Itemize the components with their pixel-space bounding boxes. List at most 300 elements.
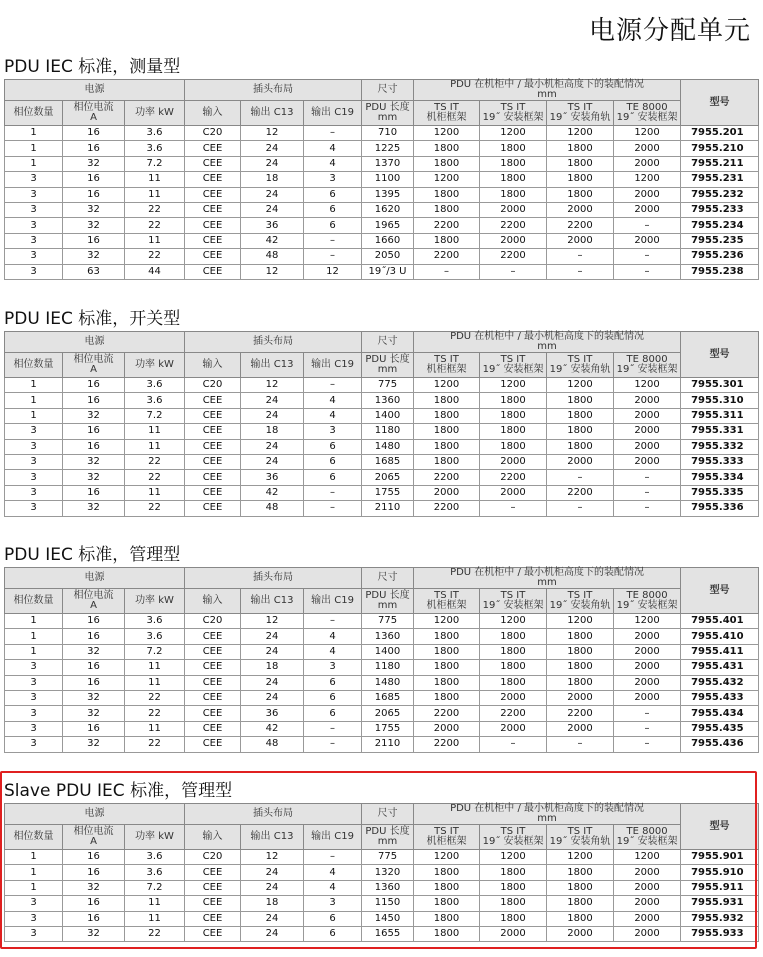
cell-te8000-19-frame: 2000: [614, 408, 681, 423]
header-ts1-name: TS IT: [434, 102, 459, 113]
cell-phase-current: 32: [63, 470, 125, 485]
cell-power-kw: 44: [125, 264, 185, 279]
cell-ts-it-19-rail: 2000: [547, 721, 614, 736]
cell-output-c13: 48: [241, 737, 304, 752]
cell-power-kw: 11: [125, 172, 185, 187]
header-length-unit: mm: [377, 364, 398, 375]
cell-ts-it-19-frame: 1200: [480, 850, 547, 865]
cell-ts-it-19-rail: 2200: [547, 485, 614, 500]
cell-phase-count: 1: [5, 393, 63, 408]
cell-te8000-19-frame: 2000: [614, 439, 681, 454]
table-row: [5, 629, 759, 644]
cell-phase-current: 16: [63, 629, 125, 644]
cell-ts-it-19-rail: 1800: [547, 880, 614, 895]
cell-phase-count: 1: [5, 614, 63, 629]
section-managed: [4, 545, 758, 753]
table-row: [5, 675, 759, 690]
cell-ts-it-frame: 1800: [414, 675, 480, 690]
cell-te8000-19-frame: 2000: [614, 233, 681, 248]
cell-ts-it-19-rail: 1200: [547, 614, 614, 629]
cell-power-kw: 7.2: [125, 156, 185, 171]
table-row: [5, 614, 759, 629]
cell-output-c19: –: [304, 378, 362, 393]
cell-te8000-19-frame: 2000: [614, 896, 681, 911]
cell-power-kw: 11: [125, 485, 185, 500]
cell-ts-it-19-frame: 1800: [480, 172, 547, 187]
cell-output-c13: 24: [241, 454, 304, 469]
cell-output-c13: 36: [241, 218, 304, 233]
cell-model-number: 7955.238: [681, 264, 759, 279]
cell-phase-current: 16: [63, 378, 125, 393]
header-ts1-desc: 机柜框架: [426, 112, 467, 123]
cell-te8000-19-frame: 2000: [614, 660, 681, 675]
cell-phase-current: 16: [63, 660, 125, 675]
cell-te8000-19-frame: 2000: [614, 393, 681, 408]
header-ts3-name: TS IT: [567, 102, 593, 113]
cell-output-c19: 4: [304, 393, 362, 408]
cell-output-c19: 4: [304, 141, 362, 156]
cell-phase-count: 1: [5, 865, 63, 880]
cell-ts-it-19-rail: 1800: [547, 393, 614, 408]
cell-input: CEE: [185, 218, 241, 233]
cell-pdu-length: 1180: [362, 424, 414, 439]
cell-output-c13: 18: [241, 172, 304, 187]
cell-ts-it-19-frame: 1800: [480, 393, 547, 408]
cell-pdu-length: 1965: [362, 218, 414, 233]
cell-pdu-length: 1755: [362, 485, 414, 500]
cell-te8000-19-frame: –: [614, 264, 681, 279]
header-ts-it-19-frame: [480, 589, 547, 614]
cell-ts-it-frame: 1800: [414, 408, 480, 423]
cell-output-c13: 24: [241, 675, 304, 690]
cell-pdu-length: 1755: [362, 721, 414, 736]
cell-phase-current: 16: [63, 485, 125, 500]
spec-table: [4, 79, 759, 280]
cell-power-kw: 7.2: [125, 880, 185, 895]
header-ts-it-19-rail: [547, 101, 614, 126]
header-fit-line1: PDU 在机柜中 / 最小机柜高度下的装配情况: [450, 331, 645, 342]
cell-input: CEE: [185, 660, 241, 675]
cell-output-c19: 3: [304, 172, 362, 187]
header-size: 尺寸: [362, 568, 414, 589]
cell-phase-current: 32: [63, 202, 125, 217]
cell-ts-it-frame: 1800: [414, 926, 480, 941]
header-length-label: PDU 长度: [365, 102, 410, 113]
cell-input: CEE: [185, 393, 241, 408]
cell-ts-it-frame: 1800: [414, 439, 480, 454]
cell-output-c13: 24: [241, 690, 304, 705]
header-out-c19: 输出 C19: [304, 353, 362, 378]
cell-model-number: 7955.235: [681, 233, 759, 248]
cell-ts-it-frame: 1800: [414, 424, 480, 439]
cell-power-kw: 22: [125, 454, 185, 469]
header-ts2-desc: 19˝ 安装框架: [482, 836, 544, 847]
cell-ts-it-19-frame: 2200: [480, 706, 547, 721]
cell-power-kw: 11: [125, 439, 185, 454]
cell-pdu-length: 1660: [362, 233, 414, 248]
cell-model-number: 7955.436: [681, 737, 759, 752]
cell-te8000-19-frame: 2000: [614, 880, 681, 895]
cell-model-number: 7955.911: [681, 880, 759, 895]
cell-output-c19: 4: [304, 408, 362, 423]
header-te8000: [614, 353, 681, 378]
cell-output-c13: 24: [241, 187, 304, 202]
cell-phase-current: 16: [63, 424, 125, 439]
cell-ts-it-19-frame: 1800: [480, 439, 547, 454]
cell-pdu-length: 1400: [362, 644, 414, 659]
header-current-unit: A: [90, 836, 97, 847]
cell-ts-it-19-rail: 1800: [547, 644, 614, 659]
cell-power-kw: 11: [125, 660, 185, 675]
header-length-unit: mm: [377, 836, 398, 847]
cell-power-kw: 11: [125, 424, 185, 439]
cell-te8000-19-frame: –: [614, 470, 681, 485]
header-current-unit: A: [90, 112, 97, 123]
cell-te8000-19-frame: 2000: [614, 675, 681, 690]
header-te-name: TE 8000: [626, 826, 668, 837]
cell-phase-current: 16: [63, 850, 125, 865]
cell-pdu-length: 2110: [362, 737, 414, 752]
cell-pdu-length: 2065: [362, 470, 414, 485]
cell-model-number: 7955.232: [681, 187, 759, 202]
header-input: 输入: [185, 825, 241, 850]
header-ts3-desc: 19˝ 安装角轨: [549, 364, 611, 375]
cell-phase-count: 3: [5, 218, 63, 233]
header-current: [63, 825, 125, 850]
cell-ts-it-frame: 1800: [414, 187, 480, 202]
header-ts1-desc: 机柜框架: [426, 364, 467, 375]
cell-ts-it-19-frame: 1800: [480, 896, 547, 911]
cell-output-c19: –: [304, 501, 362, 516]
cell-output-c19: 3: [304, 896, 362, 911]
table-row: [5, 202, 759, 217]
cell-ts-it-frame: 1800: [414, 660, 480, 675]
cell-input: C20: [185, 126, 241, 141]
table-row: [5, 865, 759, 880]
cell-phase-count: 3: [5, 233, 63, 248]
cell-te8000-19-frame: 2000: [614, 865, 681, 880]
header-out-c19: 输出 C19: [304, 589, 362, 614]
cell-ts-it-frame: –: [414, 264, 480, 279]
table-row: [5, 644, 759, 659]
cell-ts-it-19-rail: 1800: [547, 156, 614, 171]
cell-model-number: 7955.311: [681, 408, 759, 423]
cell-output-c13: 18: [241, 424, 304, 439]
cell-ts-it-19-frame: 2000: [480, 926, 547, 941]
cell-phase-current: 32: [63, 644, 125, 659]
header-current-unit: A: [90, 600, 97, 611]
cell-phase-count: 1: [5, 629, 63, 644]
cell-pdu-length: 1225: [362, 141, 414, 156]
header-out-c13: 输出 C13: [241, 353, 304, 378]
cell-te8000-19-frame: 1200: [614, 126, 681, 141]
cell-ts-it-frame: 2200: [414, 470, 480, 485]
header-ts3-desc: 19˝ 安装角轨: [549, 836, 611, 847]
cell-ts-it-19-frame: 1800: [480, 629, 547, 644]
cell-output-c19: –: [304, 249, 362, 264]
cell-output-c19: –: [304, 126, 362, 141]
cell-output-c13: 24: [241, 202, 304, 217]
cell-ts-it-19-rail: 2000: [547, 454, 614, 469]
cell-phase-current: 16: [63, 614, 125, 629]
cell-power-kw: 22: [125, 706, 185, 721]
header-ts2-name: TS IT: [500, 826, 526, 837]
header-size: 尺寸: [362, 80, 414, 101]
cell-output-c19: –: [304, 485, 362, 500]
cell-output-c13: 24: [241, 926, 304, 941]
cell-ts-it-frame: 1800: [414, 156, 480, 171]
cell-phase-current: 32: [63, 156, 125, 171]
cell-ts-it-19-frame: 2000: [480, 454, 547, 469]
cell-model-number: 7955.310: [681, 393, 759, 408]
cell-pdu-length: 1360: [362, 629, 414, 644]
cell-model-number: 7955.301: [681, 378, 759, 393]
cell-power-kw: 3.6: [125, 629, 185, 644]
cell-ts-it-19-frame: 1800: [480, 911, 547, 926]
header-ts3-name: TS IT: [567, 590, 593, 601]
cell-phase-current: 32: [63, 218, 125, 233]
table-row: [5, 706, 759, 721]
header-model: 型号: [681, 332, 759, 378]
header-fit-line1: PDU 在机柜中 / 最小机柜高度下的装配情况: [450, 803, 645, 814]
cell-phase-count: 3: [5, 690, 63, 705]
header-power: 电源: [5, 568, 185, 589]
cell-phase-count: 3: [5, 485, 63, 500]
cell-power-kw: 11: [125, 187, 185, 202]
cell-output-c19: 6: [304, 202, 362, 217]
header-model: 型号: [681, 80, 759, 126]
cell-output-c19: 4: [304, 644, 362, 659]
cell-ts-it-frame: 2200: [414, 706, 480, 721]
cell-ts-it-19-rail: 2000: [547, 202, 614, 217]
header-model: 型号: [681, 804, 759, 850]
cell-power-kw: 22: [125, 249, 185, 264]
cell-pdu-length: 1450: [362, 911, 414, 926]
header-pdu-length: [362, 825, 414, 850]
cell-output-c19: 6: [304, 218, 362, 233]
cell-phase-current: 32: [63, 690, 125, 705]
cell-input: CEE: [185, 865, 241, 880]
cell-power-kw: 11: [125, 721, 185, 736]
cell-input: CEE: [185, 172, 241, 187]
cell-output-c19: 6: [304, 187, 362, 202]
cell-phase-count: 3: [5, 454, 63, 469]
header-ts2-desc: 19˝ 安装框架: [482, 600, 544, 611]
header-te-name: TE 8000: [626, 354, 668, 365]
cell-phase-current: 32: [63, 408, 125, 423]
cell-ts-it-19-frame: 2000: [480, 721, 547, 736]
cell-power-kw: 22: [125, 202, 185, 217]
cell-te8000-19-frame: –: [614, 501, 681, 516]
header-out-c19: 输出 C19: [304, 101, 362, 126]
header-ts-it-frame: [414, 101, 480, 126]
cell-ts-it-19-frame: 2000: [480, 485, 547, 500]
header-te-name: TE 8000: [626, 102, 668, 113]
cell-input: CEE: [185, 501, 241, 516]
cell-power-kw: 3.6: [125, 850, 185, 865]
cell-input: CEE: [185, 408, 241, 423]
cell-ts-it-19-rail: 1800: [547, 408, 614, 423]
cell-input: CEE: [185, 629, 241, 644]
cell-output-c19: –: [304, 721, 362, 736]
header-phases: 相位数量: [5, 589, 63, 614]
header-fit-line1: PDU 在机柜中 / 最小机柜高度下的装配情况: [450, 79, 645, 90]
cell-ts-it-19-rail: 1800: [547, 439, 614, 454]
cell-ts-it-19-rail: 1800: [547, 675, 614, 690]
cell-input: C20: [185, 614, 241, 629]
cell-power-kw: 3.6: [125, 141, 185, 156]
cell-ts-it-frame: 1800: [414, 690, 480, 705]
header-fit-unit: mm: [537, 577, 557, 588]
header-size: 尺寸: [362, 804, 414, 825]
table-row: [5, 470, 759, 485]
cell-ts-it-19-rail: –: [547, 264, 614, 279]
cell-phase-current: 32: [63, 501, 125, 516]
cell-ts-it-frame: 1800: [414, 141, 480, 156]
cell-phase-count: 1: [5, 141, 63, 156]
cell-pdu-length: 1620: [362, 202, 414, 217]
header-current-label: 相位电流: [73, 102, 114, 113]
cell-te8000-19-frame: 2000: [614, 926, 681, 941]
cell-output-c19: 12: [304, 264, 362, 279]
header-length-label: PDU 长度: [365, 826, 410, 837]
header-ts1-name: TS IT: [434, 826, 459, 837]
section-title: PDU IEC 标准，管理型: [4, 545, 181, 565]
header-ts2-desc: 19˝ 安装框架: [482, 112, 544, 123]
table-row: [5, 233, 759, 248]
cell-te8000-19-frame: 2000: [614, 424, 681, 439]
cell-output-c19: 6: [304, 911, 362, 926]
header-out-c19: 输出 C19: [304, 825, 362, 850]
cell-phase-count: 3: [5, 926, 63, 941]
cell-output-c13: 42: [241, 721, 304, 736]
header-size: 尺寸: [362, 332, 414, 353]
cell-ts-it-frame: 1200: [414, 614, 480, 629]
cell-te8000-19-frame: –: [614, 218, 681, 233]
header-ts1-desc: 机柜框架: [426, 836, 467, 847]
cell-ts-it-frame: 2200: [414, 737, 480, 752]
cell-ts-it-frame: 1800: [414, 911, 480, 926]
cell-ts-it-frame: 2200: [414, 218, 480, 233]
header-ts2-desc: 19˝ 安装框架: [482, 364, 544, 375]
cell-ts-it-19-rail: 1800: [547, 660, 614, 675]
cell-ts-it-frame: 1800: [414, 393, 480, 408]
header-socket-layout: 插头布局: [185, 332, 362, 353]
cell-phase-count: 3: [5, 706, 63, 721]
header-power: 电源: [5, 804, 185, 825]
header-ts-it-19-rail: [547, 589, 614, 614]
spec-table: [4, 803, 759, 942]
cell-phase-count: 3: [5, 264, 63, 279]
cell-phase-count: 3: [5, 501, 63, 516]
cell-input: CEE: [185, 202, 241, 217]
cell-phase-count: 3: [5, 424, 63, 439]
header-ts-it-19-rail: [547, 825, 614, 850]
table-row: [5, 721, 759, 736]
cell-ts-it-19-frame: 1800: [480, 865, 547, 880]
cell-ts-it-frame: 1200: [414, 172, 480, 187]
header-current-label: 相位电流: [73, 826, 114, 837]
cell-model-number: 7955.233: [681, 202, 759, 217]
cell-output-c19: 3: [304, 660, 362, 675]
cell-input: CEE: [185, 249, 241, 264]
cell-ts-it-19-rail: 1800: [547, 187, 614, 202]
cell-power-kw: 3.6: [125, 865, 185, 880]
cell-ts-it-frame: 1200: [414, 378, 480, 393]
cell-te8000-19-frame: 2000: [614, 911, 681, 926]
cell-ts-it-19-rail: 1200: [547, 850, 614, 865]
cell-input: CEE: [185, 911, 241, 926]
cell-output-c13: 12: [241, 614, 304, 629]
header-te-desc: 19˝ 安装框架: [616, 836, 678, 847]
header-out-c13: 输出 C13: [241, 825, 304, 850]
cell-phase-current: 32: [63, 706, 125, 721]
cell-output-c13: 12: [241, 126, 304, 141]
cell-te8000-19-frame: –: [614, 485, 681, 500]
cell-model-number: 7955.931: [681, 896, 759, 911]
table-row: [5, 926, 759, 941]
cell-input: C20: [185, 378, 241, 393]
cell-output-c19: 6: [304, 439, 362, 454]
cell-model-number: 7955.234: [681, 218, 759, 233]
table-row: [5, 378, 759, 393]
cell-model-number: 7955.211: [681, 156, 759, 171]
cell-phase-count: 3: [5, 187, 63, 202]
header-te8000: [614, 101, 681, 126]
header-length-unit: mm: [377, 112, 398, 123]
header-ts3-name: TS IT: [567, 354, 593, 365]
cell-model-number: 7955.933: [681, 926, 759, 941]
cell-power-kw: 22: [125, 737, 185, 752]
cell-ts-it-19-rail: 1200: [547, 378, 614, 393]
cell-ts-it-19-rail: 2000: [547, 926, 614, 941]
cell-input: CEE: [185, 424, 241, 439]
cell-phase-count: 1: [5, 378, 63, 393]
cell-phase-count: 3: [5, 439, 63, 454]
cell-ts-it-19-rail: 1800: [547, 629, 614, 644]
header-fit: [414, 332, 681, 353]
cell-phase-count: 1: [5, 880, 63, 895]
cell-pdu-length: 1180: [362, 660, 414, 675]
header-fit: [414, 804, 681, 825]
cell-power-kw: 3.6: [125, 378, 185, 393]
cell-pdu-length: 775: [362, 850, 414, 865]
cell-pdu-length: 1150: [362, 896, 414, 911]
section-title: Slave PDU IEC 标准，管理型: [4, 781, 233, 801]
cell-ts-it-19-frame: 1800: [480, 156, 547, 171]
cell-pdu-length: 1395: [362, 187, 414, 202]
cell-power-kw: 22: [125, 926, 185, 941]
header-ts-it-frame: [414, 589, 480, 614]
cell-phase-count: 3: [5, 172, 63, 187]
cell-pdu-length: 1360: [362, 393, 414, 408]
cell-ts-it-19-rail: 1200: [547, 126, 614, 141]
cell-ts-it-19-rail: 2000: [547, 233, 614, 248]
cell-ts-it-19-frame: 1800: [480, 424, 547, 439]
header-socket-layout: 插头布局: [185, 568, 362, 589]
cell-power-kw: 11: [125, 675, 185, 690]
header-power-kw: 功率 kW: [125, 825, 185, 850]
cell-power-kw: 22: [125, 501, 185, 516]
table-row: [5, 439, 759, 454]
cell-ts-it-frame: 1800: [414, 233, 480, 248]
cell-pdu-length: 775: [362, 378, 414, 393]
spec-table: [4, 331, 759, 517]
cell-ts-it-19-frame: –: [480, 264, 547, 279]
cell-te8000-19-frame: –: [614, 706, 681, 721]
table-row: [5, 187, 759, 202]
cell-model-number: 7955.331: [681, 424, 759, 439]
